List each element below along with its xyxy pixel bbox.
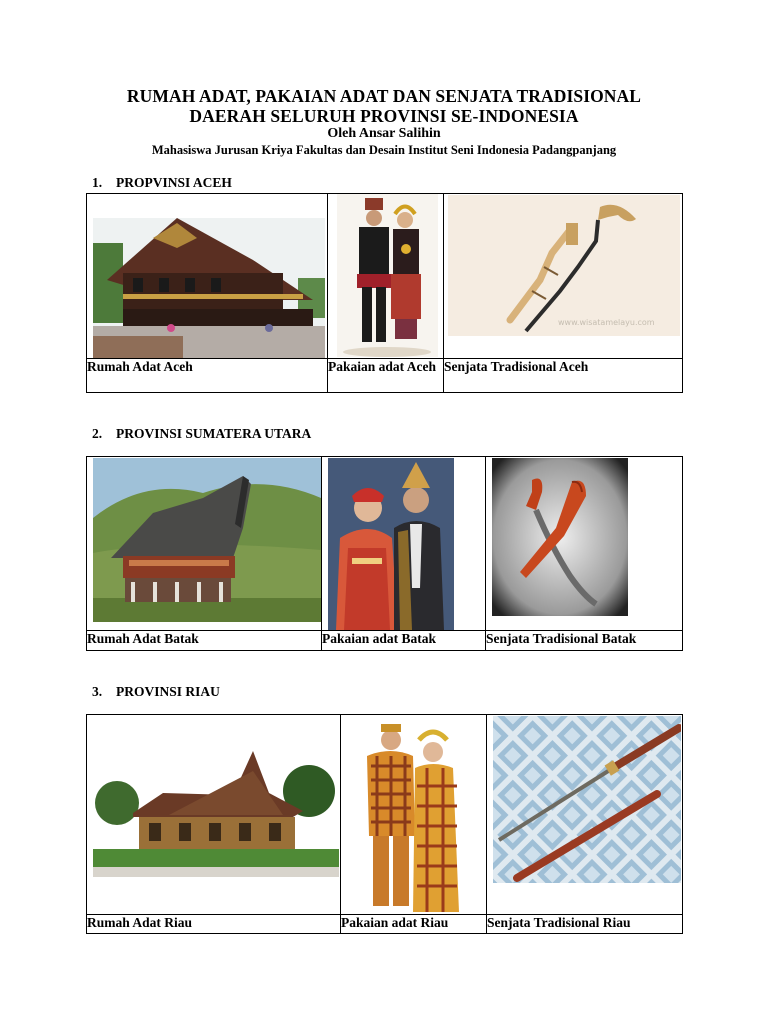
image-cell-senjata-riau bbox=[487, 715, 683, 915]
section-number: 3. bbox=[92, 684, 103, 699]
caption-rumah-adat-aceh: Rumah Adat Aceh bbox=[87, 359, 328, 393]
caption-pakaian-adat-batak: Pakaian adat Batak bbox=[322, 631, 486, 651]
caption-senjata-batak: Senjata Tradisional Batak bbox=[486, 631, 683, 651]
image-cell-rumah-adat-riau bbox=[87, 715, 341, 915]
image-cell-pakaian-adat-batak bbox=[322, 457, 486, 631]
pakaian-adat-aceh-photo bbox=[337, 194, 438, 357]
table-sumatera-utara bbox=[86, 456, 683, 651]
section-number: 1. bbox=[92, 175, 103, 190]
image-cell-pakaian-adat-aceh bbox=[328, 194, 444, 359]
caption-rumah-adat-riau: Rumah Adat Riau bbox=[87, 915, 341, 934]
senjata-riau-photo bbox=[493, 716, 681, 883]
table-riau bbox=[86, 714, 683, 934]
rumah-adat-batak-photo bbox=[93, 458, 321, 622]
caption-senjata-riau: Senjata Tradisional Riau bbox=[487, 915, 683, 934]
pakaian-adat-riau-photo bbox=[347, 716, 475, 914]
photo-watermark: www.wisatamelayu.com bbox=[558, 318, 655, 327]
image-cell-pakaian-adat-riau bbox=[341, 715, 487, 915]
document-title-line-1: RUMAH ADAT, PAKAIAN ADAT DAN SENJATA TRADISIONAL bbox=[126, 86, 642, 106]
caption-senjata-aceh: Senjata Tradisional Aceh bbox=[444, 359, 683, 393]
senjata-aceh-photo bbox=[448, 195, 680, 336]
pakaian-adat-batak-photo bbox=[328, 458, 454, 630]
affiliation-line: Mahasiswa Jurusan Kriya Fakultas dan Desain Institut Seni Indonesia Padangpanjang bbox=[151, 143, 617, 157]
senjata-batak-photo bbox=[492, 458, 628, 616]
section-title: PROPVINSI ACEH bbox=[116, 175, 232, 190]
image-cell-rumah-adat-aceh bbox=[87, 194, 328, 359]
table-aceh bbox=[86, 193, 683, 393]
section-number: 2. bbox=[92, 426, 103, 441]
section-title: PROVINSI RIAU bbox=[116, 684, 220, 699]
section-heading-riau bbox=[92, 684, 220, 700]
section-heading-aceh bbox=[92, 175, 232, 191]
caption-pakaian-adat-aceh: Pakaian adat Aceh bbox=[328, 359, 444, 393]
rumah-adat-aceh-photo bbox=[93, 218, 325, 358]
caption-rumah-adat-batak: Rumah Adat Batak bbox=[87, 631, 322, 651]
image-cell-senjata-batak bbox=[486, 457, 683, 631]
caption-pakaian-adat-riau: Pakaian adat Riau bbox=[341, 915, 487, 934]
document-title-line-2: DAERAH SELURUH PROVINSI SE-INDONESIA bbox=[189, 106, 579, 126]
author-line: Oleh Ansar Salihin bbox=[327, 126, 441, 141]
section-title: PROVINSI SUMATERA UTARA bbox=[116, 426, 312, 441]
section-heading-sumatera-utara bbox=[92, 426, 311, 442]
image-cell-rumah-adat-batak bbox=[87, 457, 322, 631]
document-header bbox=[0, 86, 768, 158]
rumah-adat-riau-photo bbox=[93, 743, 339, 877]
image-cell-senjata-aceh bbox=[444, 194, 683, 359]
